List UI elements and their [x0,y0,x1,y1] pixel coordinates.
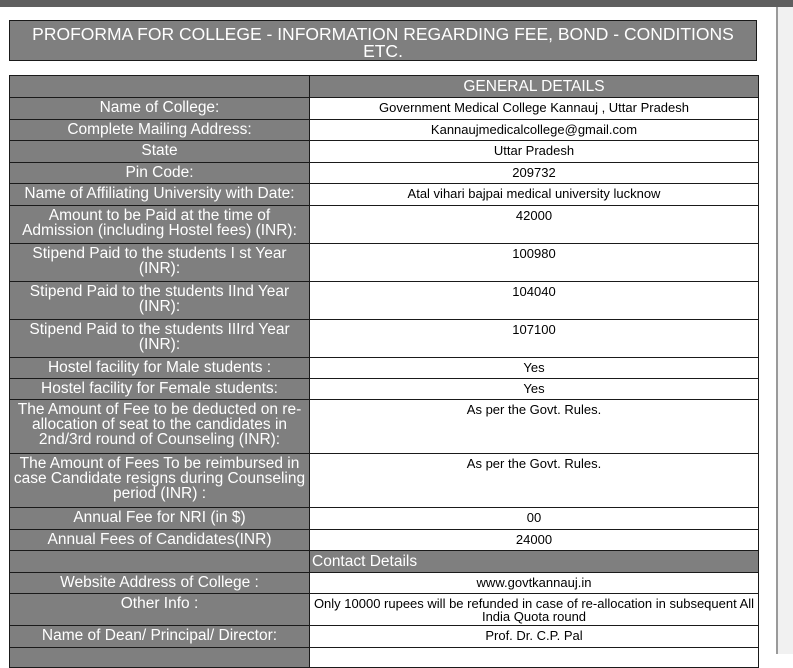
table-row [10,454,759,508]
field-label: Complete Mailing Address: [10,120,310,141]
table-row [10,206,759,244]
contact-details-header: Contact Details [310,551,759,573]
general-details-table [9,75,759,668]
section-header-row [10,551,759,573]
page-title [9,20,757,61]
field-label: Amount to be Paid at the time of Admission (including Hostel fees) (INR): [10,206,310,244]
table-row [10,98,759,120]
table-row [10,163,759,184]
field-label: The Amount of Fees To be reimbursed in case Candidate resigns during Counseling period (INR) : [10,454,310,508]
field-value: Kannaujmedicalcollege@gmail.com [310,120,759,141]
section-header-cell [10,76,310,98]
table-row [10,358,759,379]
field-value: www.govtkannauj.in [310,573,759,594]
field-label: Stipend Paid to the students I st Year (INR): [10,244,310,282]
field-value: Yes [310,358,759,379]
table-row [10,508,759,530]
table-row [10,320,759,358]
title-line: ETC. [363,41,403,61]
field-value: 107100 [310,320,759,358]
field-value: As per the Govt. Rules. [310,400,759,454]
field-label: Name of Dean/ Principal/ Director: [10,626,310,648]
field-value: As per the Govt. Rules. [310,454,759,508]
field-label: Hostel facility for Female students: [10,379,310,400]
field-value: 24000 [310,530,759,551]
field-label: Website Address of College : [10,573,310,594]
field-label: Annual Fees of Candidates(INR) [10,530,310,551]
table-row [10,573,759,594]
viewer-top-bar [0,0,793,7]
table-row [10,648,759,668]
general-details-header: GENERAL DETAILS [310,76,759,98]
field-label: Stipend Paid to the students IIIrd Year (INR): [10,320,310,358]
table-row [10,282,759,320]
field-label [10,648,310,668]
field-value: 104040 [310,282,759,320]
section-header-row [10,76,759,98]
table-row [10,379,759,400]
field-value: Prof. Dr. C.P. Pal [310,626,759,648]
table-row [10,594,759,626]
table-row [10,120,759,141]
scroll-gutter[interactable] [778,7,793,654]
field-value: 42000 [310,206,759,244]
field-label: Annual Fee for NRI (in $) [10,508,310,530]
field-value: Government Medical College Kannauj , Uttar Pradesh [310,98,759,120]
field-value: 209732 [310,163,759,184]
field-label: Other Info : [10,594,310,626]
field-label: Hostel facility for Male students : [10,358,310,379]
field-value: 00 [310,508,759,530]
field-value: Atal vihari bajpai medical university lucknow [310,184,759,206]
field-label: State [10,141,310,163]
field-value [310,648,759,668]
section-header-cell [10,551,310,573]
field-label: The Amount of Fee to be deducted on re-allocation of seat to the candidates in 2nd/3rd round of Counseling (INR): [10,400,310,454]
field-value: Only 10000 rupees will be refunded in case of re-allocation in subsequent All India Quota round [310,594,759,626]
field-value: Uttar Pradesh [310,141,759,163]
table-row [10,400,759,454]
table-row [10,244,759,282]
field-value: Yes [310,379,759,400]
table-row [10,141,759,163]
title-line: PROFORMA FOR COLLEGE - INFORMATION REGARDING FEE, BOND - CONDITIONS [32,24,734,44]
table-row [10,184,759,206]
field-label: Name of Affiliating University with Date: [10,184,310,206]
field-label: Name of College: [10,98,310,120]
field-label: Stipend Paid to the students IInd Year (INR): [10,282,310,320]
field-label: Pin Code: [10,163,310,184]
table-row [10,530,759,551]
field-value: 100980 [310,244,759,282]
table-row [10,626,759,648]
